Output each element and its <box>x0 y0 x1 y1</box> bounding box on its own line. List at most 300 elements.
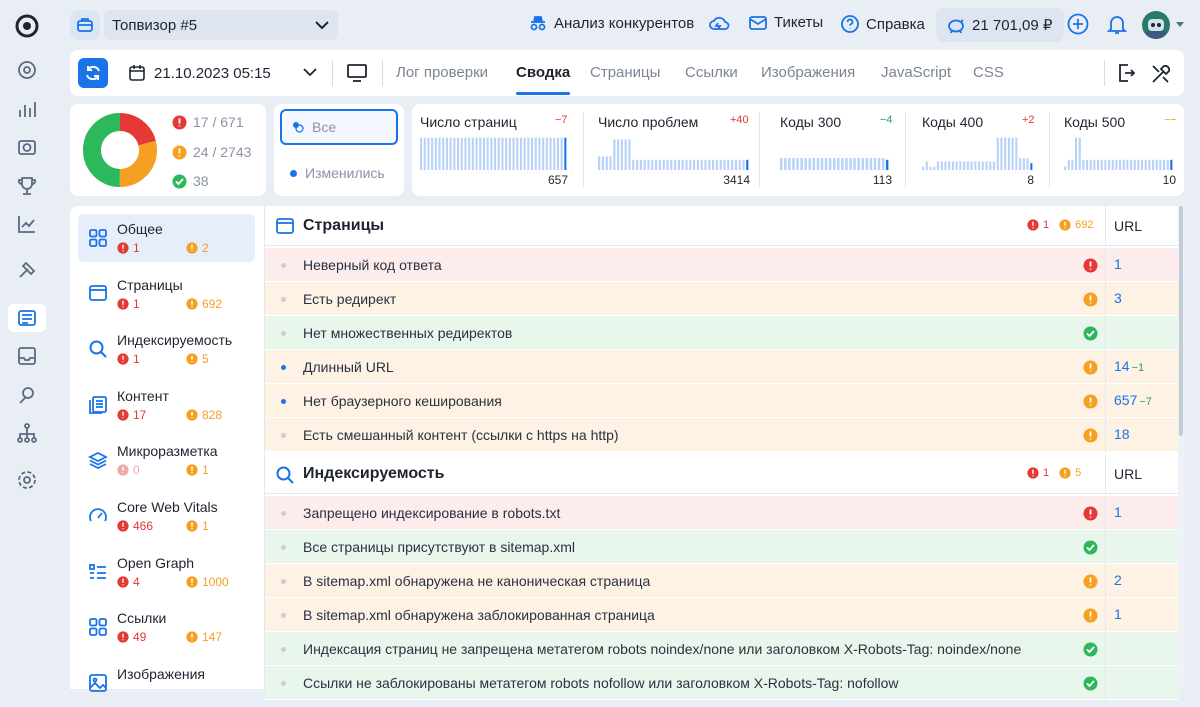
sparkline-bar <box>553 138 555 170</box>
metric-delta: −7 <box>555 114 568 126</box>
warning-icon <box>1083 428 1098 443</box>
sparkline-bar <box>513 138 515 170</box>
audit-rail-icon[interactable] <box>8 304 46 332</box>
competitors-link[interactable] <box>528 14 694 32</box>
nav-item-6[interactable] <box>78 492 255 540</box>
row-url-count[interactable] <box>1105 564 1179 598</box>
sparkline-bar <box>870 158 873 170</box>
section-counts <box>1027 467 1081 479</box>
row-check-name: Индексация страниц не запрещена метатегом robots noindex/none или заголовком X-Robots-Tag: noindex/none <box>303 641 1022 657</box>
sparkline-bar <box>505 138 507 170</box>
project-select[interactable] <box>104 10 338 40</box>
metric-sparkline <box>420 136 568 170</box>
briefcase-button[interactable] <box>70 10 100 40</box>
top-bar <box>54 0 1200 50</box>
tab-check-log[interactable]: Лог проверки <box>396 64 489 81</box>
sparkline-bar <box>866 158 869 170</box>
filter-card <box>274 104 404 196</box>
settings-rail-icon[interactable] <box>13 466 41 494</box>
date-value: 21.10.2023 05:15 <box>154 64 271 82</box>
sparkline-bar <box>598 156 600 170</box>
nav-item-7[interactable] <box>78 548 255 596</box>
sparkline-bar <box>857 158 860 170</box>
row-url-count[interactable] <box>1105 496 1179 530</box>
sparkline-bar <box>617 139 619 170</box>
report-toolbar <box>70 50 1184 96</box>
nav-item-errors <box>117 519 153 533</box>
metric-problems[interactable] <box>590 104 760 196</box>
sparkline-bar <box>1112 160 1114 170</box>
add-button[interactable] <box>1066 12 1090 36</box>
metric-codes-400[interactable] <box>914 104 1050 196</box>
notifications-button[interactable] <box>1106 12 1128 36</box>
sparkline-bar <box>1030 163 1032 170</box>
metric-sparkline <box>598 136 750 170</box>
sparkline-bar <box>487 138 489 170</box>
nav-item-3[interactable] <box>78 325 255 373</box>
nav-item-errors <box>117 352 140 366</box>
url-column-header: URL <box>1105 206 1179 246</box>
sparkline-bar <box>666 160 668 170</box>
nav-item-4[interactable] <box>78 381 255 429</box>
logo-icon[interactable] <box>13 12 41 40</box>
row-check-name: Длинный URL <box>303 359 394 375</box>
sparkline-bar <box>1093 160 1095 170</box>
filter-all-option[interactable] <box>280 109 398 145</box>
sparkline-bar <box>427 138 429 170</box>
sparkline-bar <box>1137 160 1139 170</box>
check-icon <box>172 174 187 189</box>
sparkline-bar <box>682 160 684 170</box>
sparkline-bar <box>546 138 548 170</box>
scrollbar-thumb[interactable] <box>1179 206 1183 436</box>
sparkline-bar <box>520 138 522 170</box>
table-row[interactable] <box>265 564 1179 598</box>
sparkline-bar <box>874 158 877 170</box>
metric-delta: +2 <box>1022 114 1035 126</box>
tab-images[interactable]: Изображения <box>761 64 856 81</box>
sparkline-bar <box>1000 138 1002 170</box>
table-row[interactable] <box>265 666 1179 700</box>
row-url-value: 657 <box>1114 392 1138 408</box>
avatar-chevron-icon[interactable] <box>1176 22 1184 28</box>
chevron-down-icon <box>314 18 330 32</box>
sparkline-bar <box>494 138 496 170</box>
balance-button[interactable] <box>936 8 1064 42</box>
sparkline-bar <box>1163 160 1165 170</box>
check-icon <box>1083 642 1098 657</box>
tools-button[interactable] <box>1150 63 1172 85</box>
error-icon <box>1027 219 1039 231</box>
warning-icon <box>186 520 198 532</box>
sparkline-bar <box>701 160 703 170</box>
table-row[interactable] <box>265 248 1179 282</box>
sparkline-bar <box>1019 158 1021 170</box>
sparkline-bar <box>670 160 672 170</box>
sparkline-bar <box>527 138 529 170</box>
nav-item-label: Индексируемость <box>117 332 233 349</box>
divider <box>905 112 906 188</box>
sparkline-bar <box>468 138 470 170</box>
sparkline-bar <box>606 156 608 170</box>
sparkline-bar <box>636 160 638 170</box>
row-check-name: Запрещено индексирование в robots.txt <box>303 505 561 521</box>
row-marker <box>281 365 286 370</box>
sparkline-bar <box>602 156 604 170</box>
cloud-sync-icon <box>708 14 730 32</box>
tab-links[interactable]: Ссылки <box>685 64 738 81</box>
sparkline-bar <box>542 138 544 170</box>
sparkline-bar <box>825 158 828 170</box>
row-url-delta: −1 <box>1131 362 1145 374</box>
table-row[interactable] <box>265 632 1179 666</box>
sparkline-bar <box>557 138 559 170</box>
section-title: Страницы <box>303 217 385 234</box>
sparkline-bar <box>817 158 820 170</box>
row-url-delta: −7 <box>1139 396 1152 408</box>
monitor-icon <box>346 63 368 83</box>
hammer-rail-icon[interactable] <box>13 256 41 284</box>
scrollbar[interactable] <box>1178 206 1184 689</box>
metric-codes-300[interactable] <box>772 104 906 196</box>
sparkline-bar <box>490 138 492 170</box>
row-check-name: Есть редирект <box>303 291 397 307</box>
nav-item-9[interactable] <box>78 659 255 707</box>
table-row[interactable] <box>265 496 1179 530</box>
errors-value: 17 / 671 <box>193 114 244 130</box>
error-icon <box>1083 506 1098 521</box>
warnings-value: 24 / 2743 <box>193 144 252 160</box>
row-url-count <box>1105 632 1179 666</box>
nav-item-label: Страницы <box>117 276 183 293</box>
refresh-button[interactable] <box>78 58 108 88</box>
metric-codes-500[interactable] <box>1056 104 1184 196</box>
url-column-header: URL <box>1105 454 1179 494</box>
camera-rail-icon[interactable] <box>13 133 41 161</box>
error-icon <box>117 520 129 532</box>
sparkline-bar <box>800 158 803 170</box>
help-label: Справка <box>866 15 925 33</box>
row-marker <box>281 399 286 404</box>
filter-changed-dot <box>290 170 297 177</box>
competitors-rail-icon[interactable] <box>13 56 41 84</box>
sparkline-bar <box>685 160 687 170</box>
filter-changed-option[interactable] <box>280 155 398 191</box>
nav-item-error-count: 49 <box>133 630 147 645</box>
row-url-count[interactable] <box>1105 350 1179 384</box>
sparkline-bar <box>1148 160 1150 170</box>
export-button[interactable] <box>1116 63 1136 83</box>
ok-stat[interactable] <box>172 173 209 189</box>
sparkline-bar <box>944 162 946 171</box>
row-check-name: Нет браузерного кеширования <box>303 393 502 409</box>
row-check-name: Есть смешанный контент (ссылки с https на http) <box>303 427 619 443</box>
divider <box>1104 60 1105 86</box>
sparkline-bar <box>853 158 856 170</box>
ok-value: 38 <box>193 173 209 189</box>
sparkline-bar <box>632 160 634 170</box>
section-error-count: 1 <box>1043 219 1050 231</box>
tab-css[interactable]: CSS <box>973 64 1004 81</box>
sparkline-bar <box>439 138 441 170</box>
metric-value: 113 <box>872 173 892 187</box>
sparkline-bar <box>948 162 950 171</box>
row-url-count[interactable] <box>1105 248 1179 282</box>
device-button[interactable] <box>346 63 368 83</box>
tab-javascript[interactable]: JavaScript <box>881 64 952 81</box>
warning-icon <box>1083 574 1098 589</box>
metric-sparkline <box>780 136 890 170</box>
sparkline-bar <box>625 139 627 170</box>
filter-changed-label: Изменились <box>305 165 385 181</box>
help-link[interactable] <box>840 14 925 34</box>
sparkline-bar <box>538 138 540 170</box>
sparkline-bar <box>780 158 783 170</box>
sparkline-bar <box>524 138 526 170</box>
nav-item-warnings <box>186 630 222 644</box>
status-donut-chart <box>82 112 158 188</box>
stats-rail-icon[interactable] <box>13 95 41 123</box>
sparkline-bar <box>845 158 848 170</box>
warning-icon <box>186 631 198 643</box>
table-row[interactable] <box>265 350 1179 384</box>
sparkline-bar <box>1027 158 1029 170</box>
sparkline-bar <box>457 138 459 170</box>
sparkline-bar <box>1156 160 1158 170</box>
row-marker <box>281 579 286 584</box>
nav-item-errors <box>117 575 140 589</box>
sparkline-bar <box>1097 160 1099 170</box>
sparkline-bar <box>712 160 714 170</box>
warning-icon <box>186 242 198 254</box>
sparkline-bar <box>1167 160 1169 170</box>
section-warning-count: 692 <box>1075 219 1094 231</box>
pin-rail-icon[interactable] <box>13 381 41 409</box>
tickets-link[interactable] <box>748 14 823 31</box>
nav-item-warning-count: 1 <box>202 519 209 533</box>
warning-icon <box>1083 360 1098 375</box>
row-url-value: 1 <box>1114 256 1122 272</box>
error-icon <box>117 353 129 365</box>
sparkline-bar <box>535 138 537 170</box>
calendar-icon <box>128 64 146 82</box>
sparkline-bar <box>993 162 995 171</box>
metric-pages[interactable] <box>412 104 584 196</box>
sparkline-bar <box>644 160 646 170</box>
sparkline-bar <box>1075 138 1077 170</box>
grid-icon <box>88 228 108 248</box>
tab-summary[interactable]: Сводка <box>516 64 571 81</box>
nav-item-1[interactable] <box>78 214 255 262</box>
sparkline-bar <box>446 138 448 170</box>
sparkline-bar <box>1130 160 1132 170</box>
sparkline-bar <box>450 138 452 170</box>
tab-pages[interactable]: Страницы <box>590 64 661 81</box>
sparkline-bar <box>792 158 795 170</box>
sparkline-bar <box>1090 160 1092 170</box>
sparkline-bar <box>978 162 980 171</box>
browser-icon <box>275 217 295 235</box>
nav-item-warning-count: 2 <box>202 241 209 255</box>
sparkline-bar <box>742 160 744 170</box>
sparkline-bar <box>1134 160 1136 170</box>
table-row[interactable] <box>265 530 1179 564</box>
sparkline-bar <box>1086 160 1088 170</box>
nav-item-error-count: 1 <box>133 241 140 255</box>
nav-item-error-count: 17 <box>133 407 147 422</box>
metric-value: 3414 <box>723 173 750 187</box>
sparkline-bar <box>420 138 422 170</box>
sparkline-bar <box>1119 160 1121 170</box>
check-icon <box>1083 326 1098 341</box>
warning-icon <box>186 409 198 421</box>
warning-icon <box>172 145 187 160</box>
sparkline-bar <box>937 162 939 171</box>
sparkline-bar <box>464 138 466 170</box>
sparkline-bar <box>952 162 954 171</box>
sparkline-bar <box>720 160 722 170</box>
sparkline-bar <box>516 138 518 170</box>
search-icon <box>275 465 295 485</box>
metric-sparkline <box>922 136 1034 170</box>
row-url-value: 1 <box>1114 504 1122 520</box>
sparkline-bar <box>550 138 552 170</box>
error-icon <box>117 242 129 254</box>
sparkline-bar <box>1012 138 1014 170</box>
sparkline-bar <box>1068 160 1070 170</box>
help-icon <box>840 14 860 34</box>
tickets-label: Тикеты <box>774 14 824 31</box>
table-row[interactable] <box>265 598 1179 632</box>
sparkline-bar <box>1104 160 1106 170</box>
error-icon <box>1083 258 1098 273</box>
tree-rail-icon[interactable] <box>13 419 41 447</box>
metric-name: Коды 400 <box>922 114 984 130</box>
table-row[interactable] <box>265 282 1179 316</box>
nav-item-errors <box>117 463 140 477</box>
date-select[interactable] <box>128 64 271 82</box>
row-marker <box>281 613 286 618</box>
metric-delta: −4 <box>880 114 893 126</box>
divider <box>382 60 383 86</box>
error-icon <box>117 298 129 310</box>
divider <box>1049 112 1050 188</box>
sparkline-bar <box>841 158 844 170</box>
metric-name: Коды 500 <box>1064 114 1126 130</box>
nav-item-5[interactable] <box>78 436 255 484</box>
section-error-count: 1 <box>1043 467 1050 479</box>
nav-item-2[interactable] <box>78 270 255 318</box>
nav-item-label: Изображения <box>117 665 205 682</box>
nav-item-warnings <box>186 575 229 589</box>
warning-icon <box>186 353 198 365</box>
sparkline-bar <box>609 156 611 170</box>
row-url-value: 2 <box>1114 572 1122 588</box>
sparkline-bar <box>959 162 961 171</box>
sparkline-bar <box>708 160 710 170</box>
sparkline-bar <box>621 139 623 170</box>
sparkline-bar <box>882 158 885 170</box>
mail-icon <box>748 15 768 31</box>
inbox-rail-icon[interactable] <box>13 342 41 370</box>
row-check-name: Нет множественных редиректов <box>303 325 513 341</box>
chevron-down-icon[interactable] <box>302 66 318 78</box>
chart-rail-icon[interactable] <box>13 210 41 238</box>
row-url-count <box>1105 530 1179 564</box>
sparkline-bar <box>849 158 852 170</box>
sparkline-bar <box>678 160 680 170</box>
sync-button[interactable] <box>708 14 730 32</box>
robot-avatar-icon <box>1142 11 1170 39</box>
error-icon <box>172 115 187 130</box>
sparkline-bar <box>833 158 836 170</box>
row-url-count[interactable] <box>1105 282 1179 316</box>
error-icon <box>117 576 129 588</box>
sparkline-bar <box>723 160 725 170</box>
row-url-count[interactable] <box>1105 598 1179 632</box>
sparkline-bar <box>727 160 729 170</box>
table-row[interactable] <box>265 418 1179 452</box>
warning-icon <box>1083 292 1098 307</box>
row-marker <box>281 263 286 268</box>
sparkline-bar <box>501 138 503 170</box>
nav-item-errors <box>117 241 140 255</box>
sparkline-bar <box>1115 160 1117 170</box>
section-header <box>265 454 1179 494</box>
nav-item-8[interactable] <box>78 603 255 651</box>
export-icon <box>1116 63 1136 83</box>
nav-item-errors <box>117 297 140 311</box>
sparkline-bar <box>1008 138 1010 170</box>
metric-value: 8 <box>1027 173 1034 187</box>
sparkline-bar <box>435 138 437 170</box>
warning-icon <box>186 298 198 310</box>
sparkline-bar <box>476 138 478 170</box>
sparkline-bar <box>746 160 748 170</box>
tools-icon <box>1150 63 1172 85</box>
nav-item-warnings <box>186 519 209 533</box>
nav-item-warning-count: 692 <box>202 296 223 311</box>
sparkline-bar <box>651 160 653 170</box>
warning-icon <box>1083 608 1098 623</box>
sparkline-bar <box>472 138 474 170</box>
trophy-rail-icon[interactable] <box>13 172 41 200</box>
table-row[interactable] <box>265 384 1179 418</box>
row-marker <box>281 647 286 652</box>
sparkline-bar <box>564 138 566 170</box>
sparkline-bar <box>941 162 943 171</box>
filter-all-icon <box>292 121 304 133</box>
avatar[interactable] <box>1142 11 1170 39</box>
row-url-count[interactable] <box>1105 418 1179 452</box>
sparkline-bar <box>829 158 832 170</box>
row-url-count[interactable] <box>1105 384 1179 418</box>
errors-stat[interactable] <box>172 114 244 130</box>
sparkline-bar <box>930 167 932 170</box>
table-row[interactable] <box>265 316 1179 350</box>
nav-item-warnings <box>186 352 209 366</box>
section-counts <box>1027 219 1093 231</box>
sparkline-bar <box>1071 160 1073 170</box>
metric-value: 10 <box>1162 173 1176 187</box>
sparkline-bar <box>956 162 958 171</box>
nav-item-warning-count: 5 <box>202 352 209 367</box>
row-check-name: В sitemap.xml обнаружена не каноническая страница <box>303 573 651 589</box>
nav-item-warnings <box>186 408 222 422</box>
sparkline-bar <box>674 160 676 170</box>
metric-value: 657 <box>547 173 568 187</box>
warnings-stat[interactable] <box>172 144 251 160</box>
